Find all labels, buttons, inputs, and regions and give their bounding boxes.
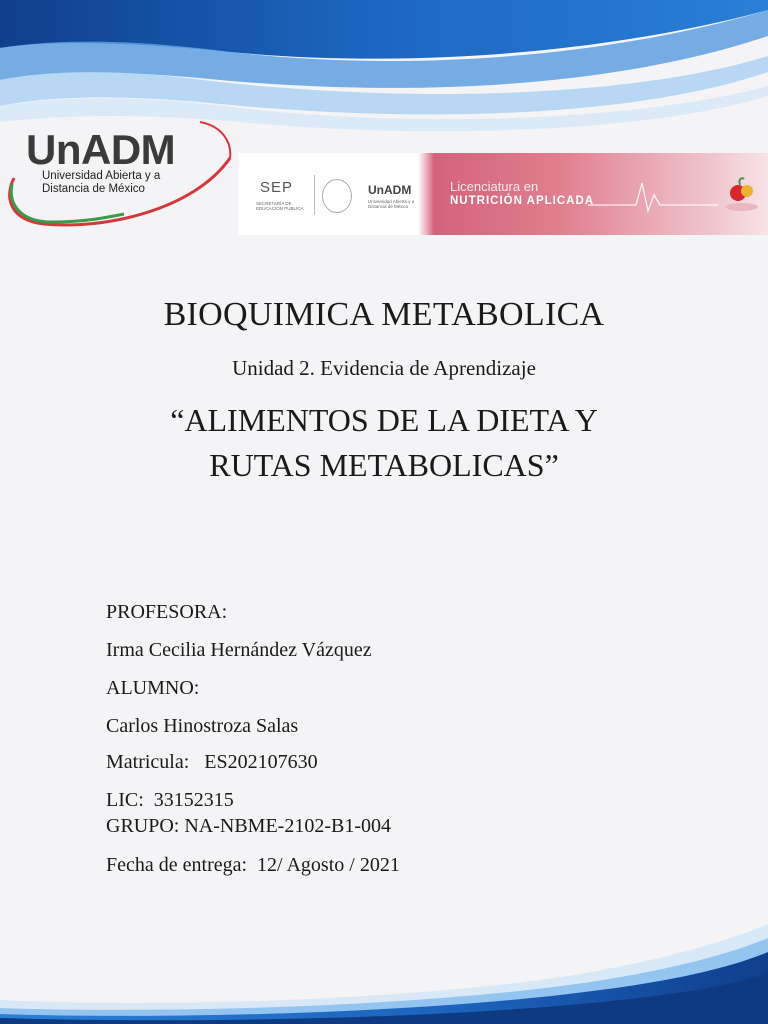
professor-label: PROFESORA: xyxy=(106,601,228,623)
banner-unadm-subtitle: Universidad Abierta y a Distancia de México xyxy=(368,199,415,209)
delivery-date: Fecha de entrega: 12/ Agosto / 2021 xyxy=(106,854,400,876)
unit-subtitle: Unidad 2. Evidencia de Aprendizaje xyxy=(232,356,536,380)
fruit-bowl-icon xyxy=(724,173,760,213)
sep-subtitle: SECRETARÍA DE EDUCACIÓN PÚBLICA xyxy=(256,201,304,211)
banner-unadm-text: UnADM xyxy=(368,183,412,197)
banner-divider xyxy=(314,175,315,215)
lic-number: LIC: 33152315 xyxy=(106,789,234,811)
logo-subtitle xyxy=(42,170,160,196)
heartbeat-line-icon xyxy=(588,175,718,215)
unadm-logo xyxy=(4,118,236,230)
logo-subtitle-line1: Universidad Abierta y a xyxy=(42,170,161,182)
assignment-title-line2: RUTAS METABOLICAS” xyxy=(209,447,559,483)
assignment-title-line1: “ALIMENTOS DE LA DIETA Y xyxy=(170,402,598,438)
matricula: Matricula: ES202107630 xyxy=(106,751,318,773)
sep-logo-text: SEP xyxy=(260,179,294,196)
student-label: ALUMNO: xyxy=(106,677,200,699)
assignment-title xyxy=(0,398,768,488)
logo-brand-text: UnADM xyxy=(26,126,176,173)
course-title: BIOQUIMICA METABOLICA xyxy=(163,296,605,333)
professor-name: Irma Cecilia Hernández Vázquez xyxy=(106,639,372,661)
group-code: GRUPO: NA-NBME-2102-B1-004 xyxy=(106,815,391,837)
program-banner xyxy=(238,153,768,235)
banner-program-name: NUTRICIÓN APLICADA xyxy=(450,195,595,207)
footer-wave-decoration xyxy=(0,904,768,1024)
student-name: Carlos Hinostroza Salas xyxy=(106,715,299,737)
banner-licenciatura: Licenciatura en xyxy=(450,179,539,194)
national-seal-icon xyxy=(322,179,352,213)
logo-subtitle-line2: Distancia de México xyxy=(42,183,145,195)
